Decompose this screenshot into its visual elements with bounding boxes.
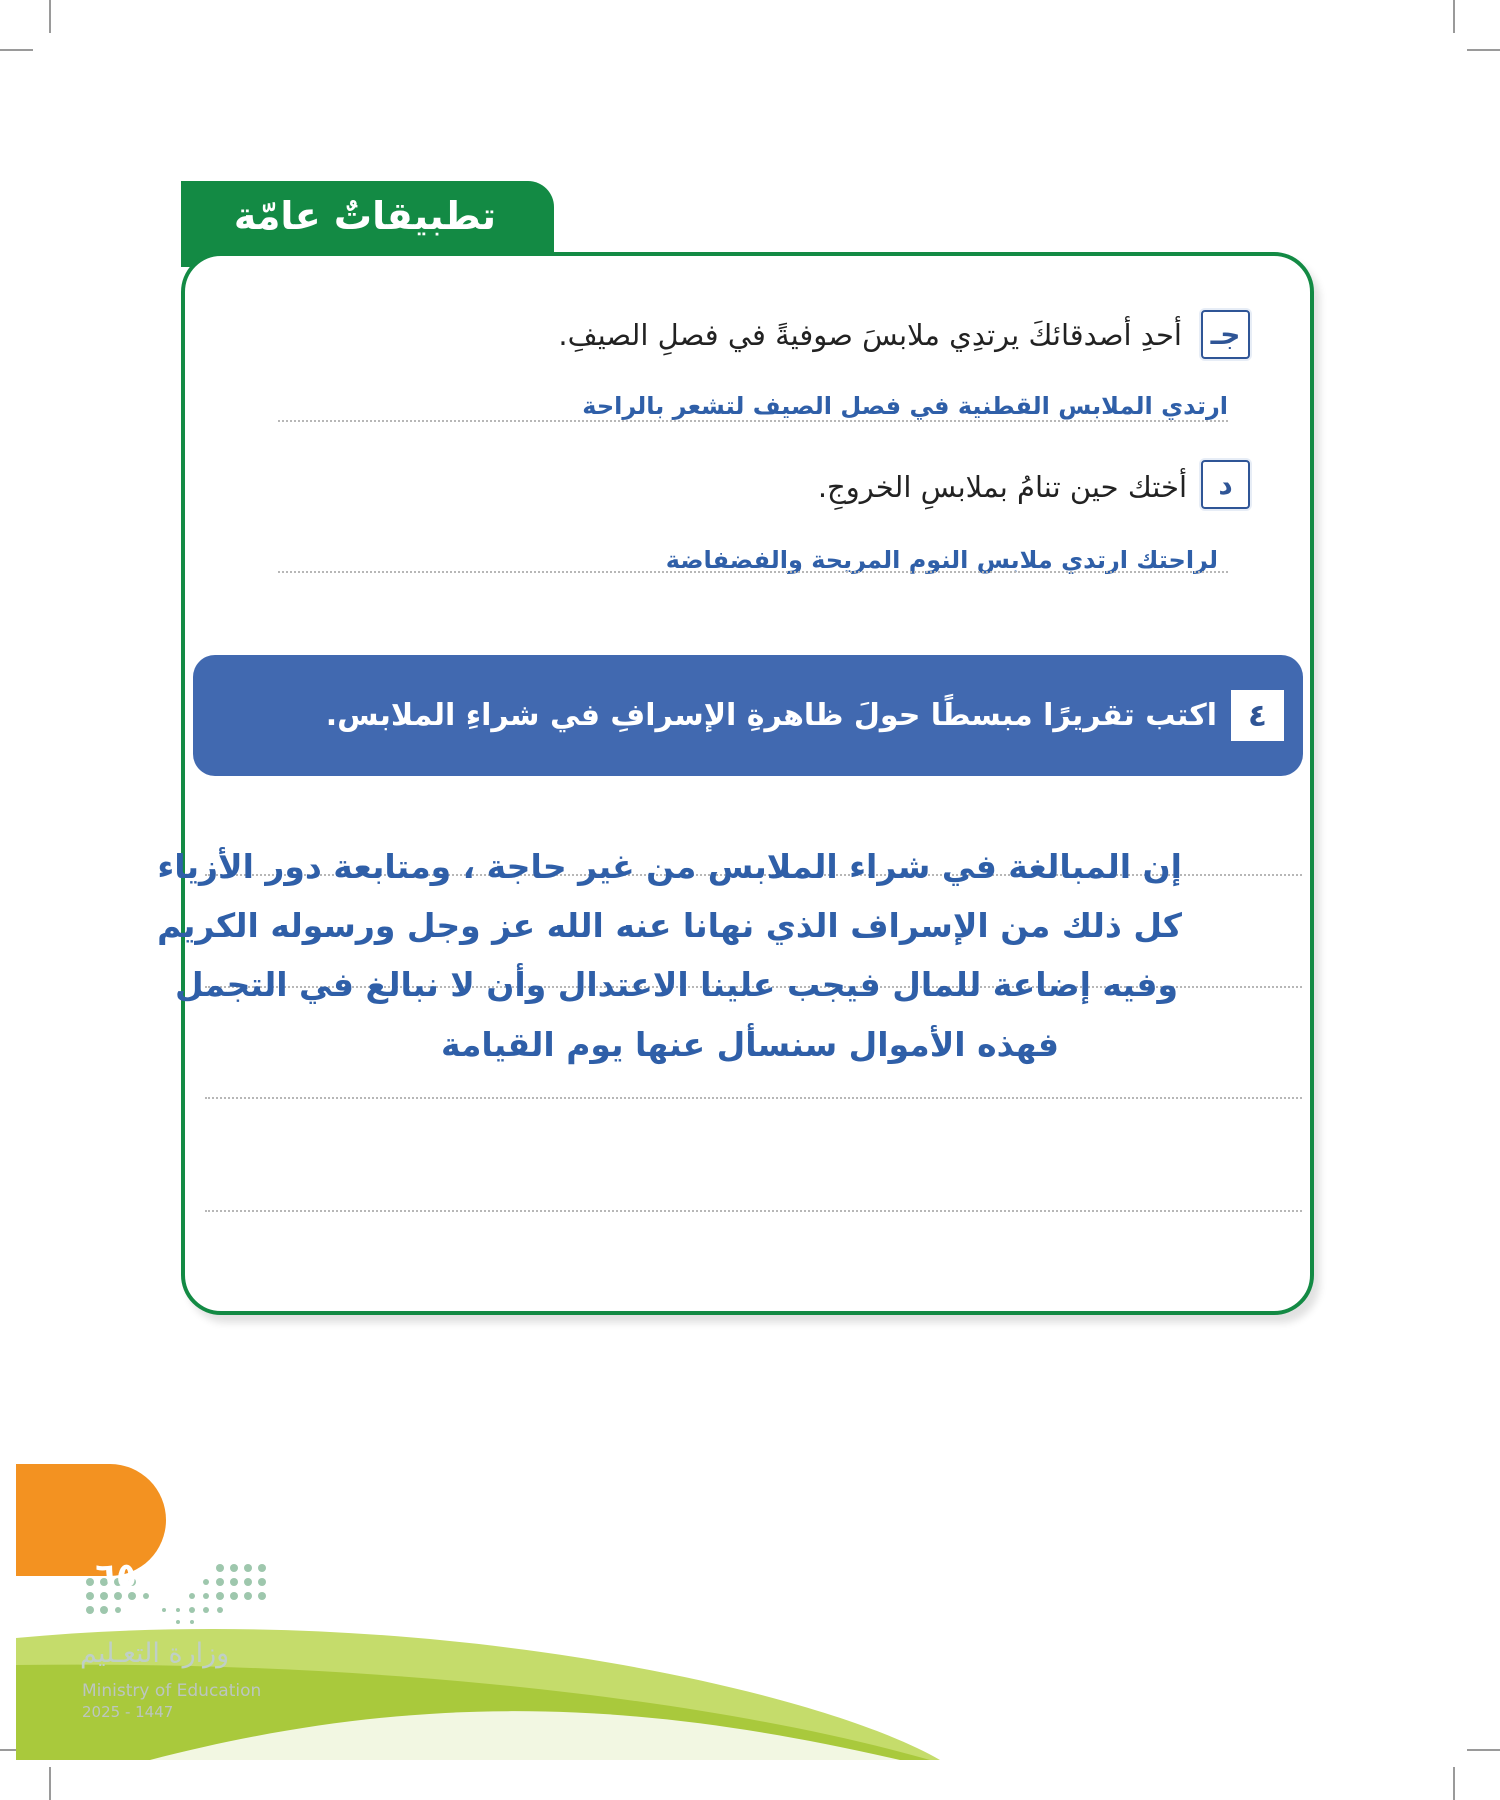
- section-title: تطبيقاتٌ عامّة: [233, 194, 496, 238]
- writing-line: [205, 1097, 1302, 1099]
- essay-line: فهذه الأموال سنسأل عنها يوم القيامة: [440, 1025, 1060, 1064]
- essay-line: إن المبالغة في شراء الملابس من غير حاجة ، ومتابعة دور الأزياء: [157, 847, 1182, 886]
- question-text: أحدِ أصدقائكَ يرتدِي ملابسَ صوفيةً في فصلِ الصيفِ.: [558, 318, 1182, 352]
- question-marker-jeem: جـ: [1201, 310, 1250, 359]
- writing-line: [205, 1210, 1302, 1212]
- footer-decoration: [0, 1460, 1500, 1800]
- essay-line: كل ذلك من الإسراف الذي نهانا عنه الله عز وجل ورسوله الكريم: [157, 906, 1182, 945]
- crop-mark: [0, 49, 33, 51]
- essay-line: وفيه إضاعة للمال فيجب علينا الاعتدال وأن لا نبالغ في التجمل: [175, 965, 1178, 1004]
- crop-mark: [1467, 49, 1500, 51]
- task-prompt: اكتب تقريرًا مبسطًا حولَ ظاهرةِ الإسرافِ في شراءِ الملابس.: [325, 698, 1217, 733]
- handwritten-answer: لراحتك ارتدي ملابس النوم المريحة والفضفاضة: [665, 546, 1218, 574]
- crop-mark: [1453, 0, 1455, 33]
- handwritten-answer: ارتدي الملابس القطنية في فصل الصيف لتشعر بالراحة: [582, 392, 1228, 420]
- question-marker-dal: د: [1201, 460, 1250, 509]
- edition-year: 2025 - 1447: [82, 1703, 174, 1721]
- ministry-name-ar: وزارة التعـليم: [80, 1638, 230, 1669]
- task-number: ٤: [1231, 690, 1284, 741]
- crop-mark: [49, 0, 51, 33]
- question-text: أختك حين تنامُ بملابسِ الخروجِ.: [817, 470, 1187, 504]
- answer-line: [278, 571, 1228, 573]
- ministry-name-en: Ministry of Education: [82, 1681, 262, 1701]
- page-number: ٦٥: [95, 1556, 137, 1596]
- answer-line: [278, 420, 1228, 422]
